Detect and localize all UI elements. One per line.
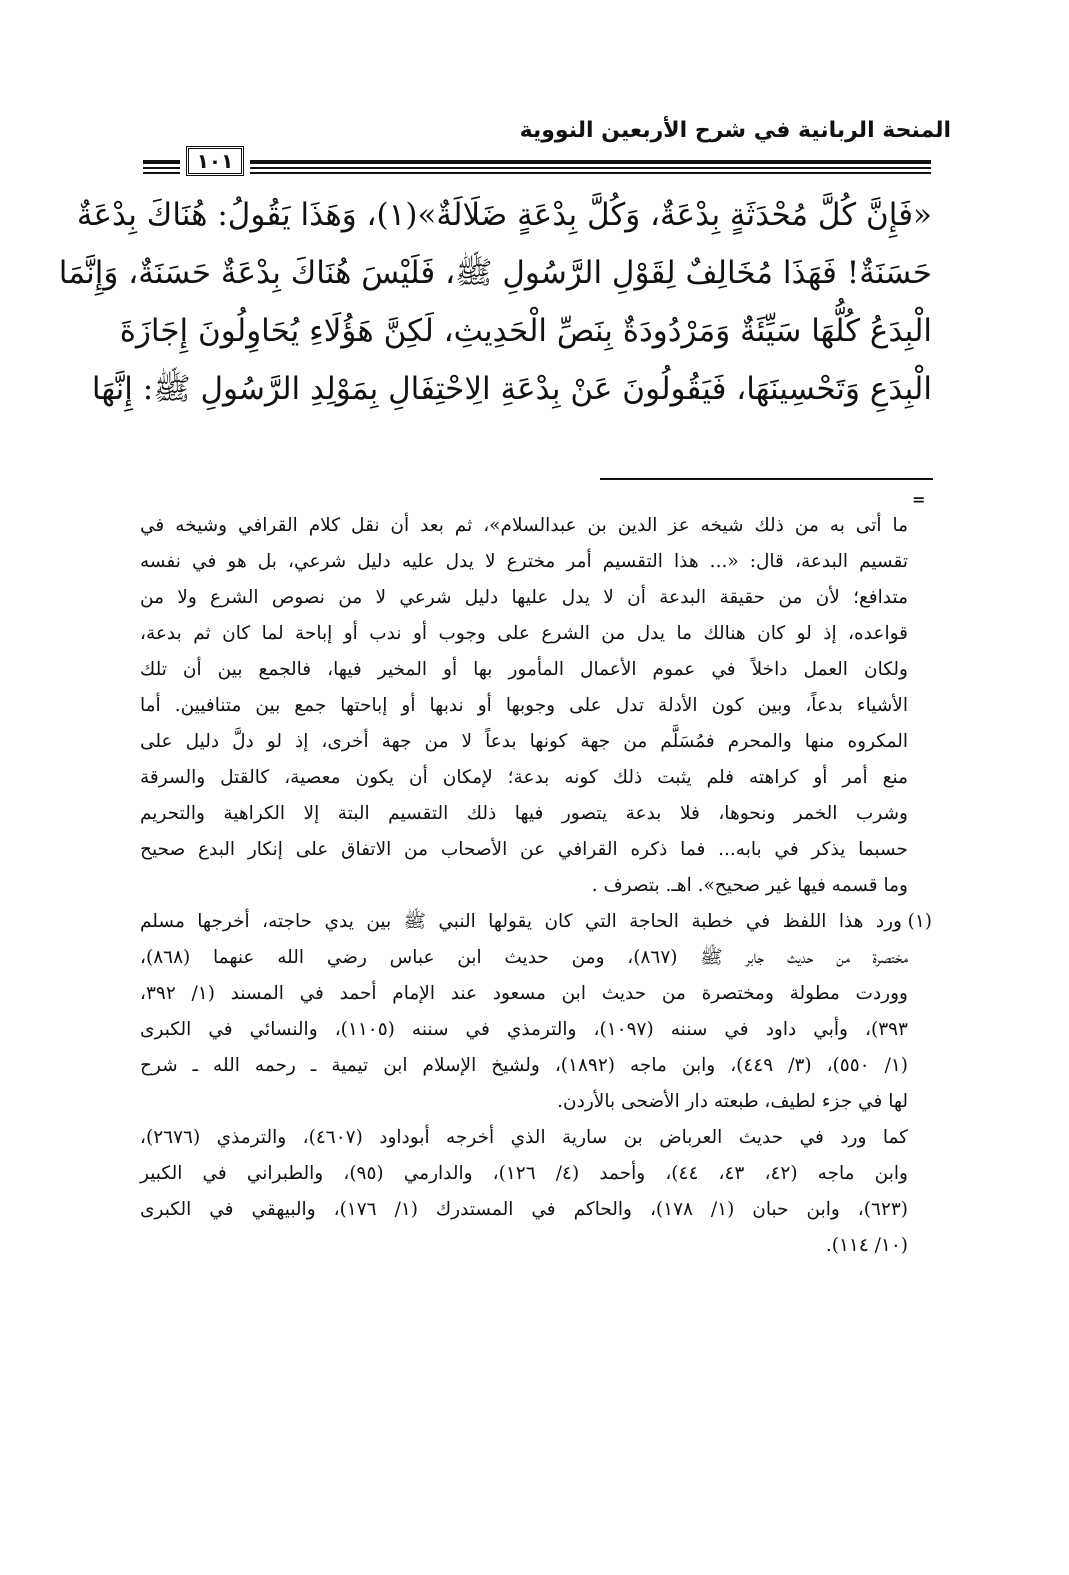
footnote-line: مختصرة من حديث جابر ﷺ (٨٦٧)، ومن حديث ابن عباس رضي الله عنهما (٨٦٨)، xyxy=(140,947,908,968)
body-line: الْبِدَعِ وَتَحْسِينَهَا، فَيَقُولُونَ عَنْ بِدْعَةِ الِاحْتِفَالِ بِمَوْلِدِ الرَّسُولِ ﷺ: إِنَّهَا xyxy=(91,371,932,407)
footnote-line: ٣٩٣)، وأبي داود في سننه (١٠٩٧)، والترمذي في سننه (١١٠٥)، والنسائي في الكبرى xyxy=(140,1019,908,1040)
footnote-line: ولكان العمل داخلاً في عموم الأعمال المأمور بها أو المخير فيها، فالجمع بين أن تلك xyxy=(140,659,908,680)
footnote-line: وابن ماجه (٤٢، ٤٣، ٤٤)، وأحمد (٤/ ١٢٦)، والدارمي (٩٥)، والطبراني في الكبير xyxy=(140,1163,908,1184)
footnote-line: وما قسمه فيها غير صحيح». اهـ. بتصرف . xyxy=(591,875,908,896)
footnote-line: (١/ ٥٥٠)، (٣/ ٤٤٩)، وابن ماجه (١٨٩٢)، ولشيخ الإسلام ابن تيمية ـ رحمه الله ـ شرح xyxy=(140,1055,908,1076)
body-line: «فَإِنَّ كُلَّ مُحْدَثَةٍ بِدْعَةٌ، وَكُلَّ بِدْعَةٍ ضَلَالَةٌ»(١)، وَهَذَا يَقُولُ: هُنَاكَ بِدْعَةٌ xyxy=(76,197,932,233)
footnote-number: (١) xyxy=(907,911,932,932)
footnote-line: تقسيم البدعة، قال: «... هذا التقسيم أمر مخترع لا يدل عليه دليل شرعي، بل هو في نفسه xyxy=(140,551,908,572)
footnote-continued xyxy=(140,508,932,904)
header-rule xyxy=(143,172,931,174)
body-line: حَسَنَةٌ! فَهَذَا مُخَالِفٌ لِقَوْلِ الرَّسُولِ ﷺ، فَلَيْسَ هُنَاكَ بِدْعَةٌ حَسَنَةٌ، وَإِنَّمَا xyxy=(58,255,932,291)
footnote-line: الأشياء بدعاً، وبين كون الأدلة تدل على وجوبها أو ندبها أو إباحتها جمع بين متنافيين. أما xyxy=(140,695,908,716)
footnote-line: منع أمر أو كراهته فلم يثبت ذلك كونه بدعة؛ لإمكان أن يكون معصية، كالقتل والسرقة xyxy=(140,767,908,788)
footnote-line: قواعده، إذ لو كان هنالك ما يدل من الشرع على وجوب أو ندب أو إباحة لما كان ثم بدعة، xyxy=(140,623,908,644)
main-body-text xyxy=(58,186,932,418)
footnote-line: المكروه منها والمحرم فمُسَلَّم من جهة كونها بدعاً لا من جهة أخرى، إذ لو دلَّ دليل على xyxy=(140,731,908,752)
footnote-line: وشرب الخمر ونحوها، فلا بدعة يتصور فيها ذلك التقسيم البتة إلا الكراهية والتحريم xyxy=(140,803,908,824)
body-line: الْبِدَعُ كُلُّهَا سَيِّئَةٌ وَمَرْدُودَةٌ بِنَصِّ الْحَدِيثِ، لَكِنَّ هَؤُلَاءِ يُحَاوِلُونَ إِجَازَةَ xyxy=(119,313,932,349)
footnote-line xyxy=(140,904,932,940)
footnote-line: لها في جزء لطيف، طبعته دار الأضحى بالأردن. xyxy=(557,1091,908,1112)
footnote-continuation-mark: = xyxy=(912,490,926,509)
page-number: ١٠١ xyxy=(186,146,244,176)
footnote-line: (٦٢٣)، وابن حبان (١/ ١٧٨)، والحاكم في المستدرك (١/ ١٧٦)، والبيهقي في الكبرى xyxy=(140,1199,908,1220)
footnote-line: ما أتى به من ذلك شيخه عز الدين بن عبدالسلام»، ثم بعد أن نقل كلام القرافي وشيخه في xyxy=(140,515,908,536)
footnote-line: (١٠/ ١١٤). xyxy=(825,1235,908,1256)
footnote-line: ووردت مطولة ومختصرة من حديث ابن مسعود عند الإمام أحمد في المسند (١/ ٣٩٢، xyxy=(140,983,908,1004)
header-rule xyxy=(143,160,931,164)
footnote-text: ورد هذا اللفظ في خطبة الحاجة التي كان يقولها النبي ﷺ بين يدي حاجته، أخرجها مسلم xyxy=(140,911,902,932)
running-header-title: المنحة الربانية في شرح الأربعين النووية xyxy=(519,118,951,143)
header-rule xyxy=(143,167,931,169)
footnote-line: متدافع؛ لأن من حقيقة البدعة أن لا يدل عليها دليل شرعي لا من نصوص الشرع ولا من xyxy=(140,587,908,608)
footnote-line: كما ورد في حديث العرباض بن سارية الذي أخرجه أبوداود (٤٦٠٧)، والترمذي (٢٦٧٦)، xyxy=(140,1127,908,1148)
footnote-1 xyxy=(140,904,932,1264)
footnotes xyxy=(140,508,932,1264)
footnote-separator xyxy=(600,478,933,480)
footnote-line: حسبما يذكر في بابه... فما ذكره القرافي عن الأصحاب من الاتفاق على إنكار البدع صحيح xyxy=(140,839,908,860)
